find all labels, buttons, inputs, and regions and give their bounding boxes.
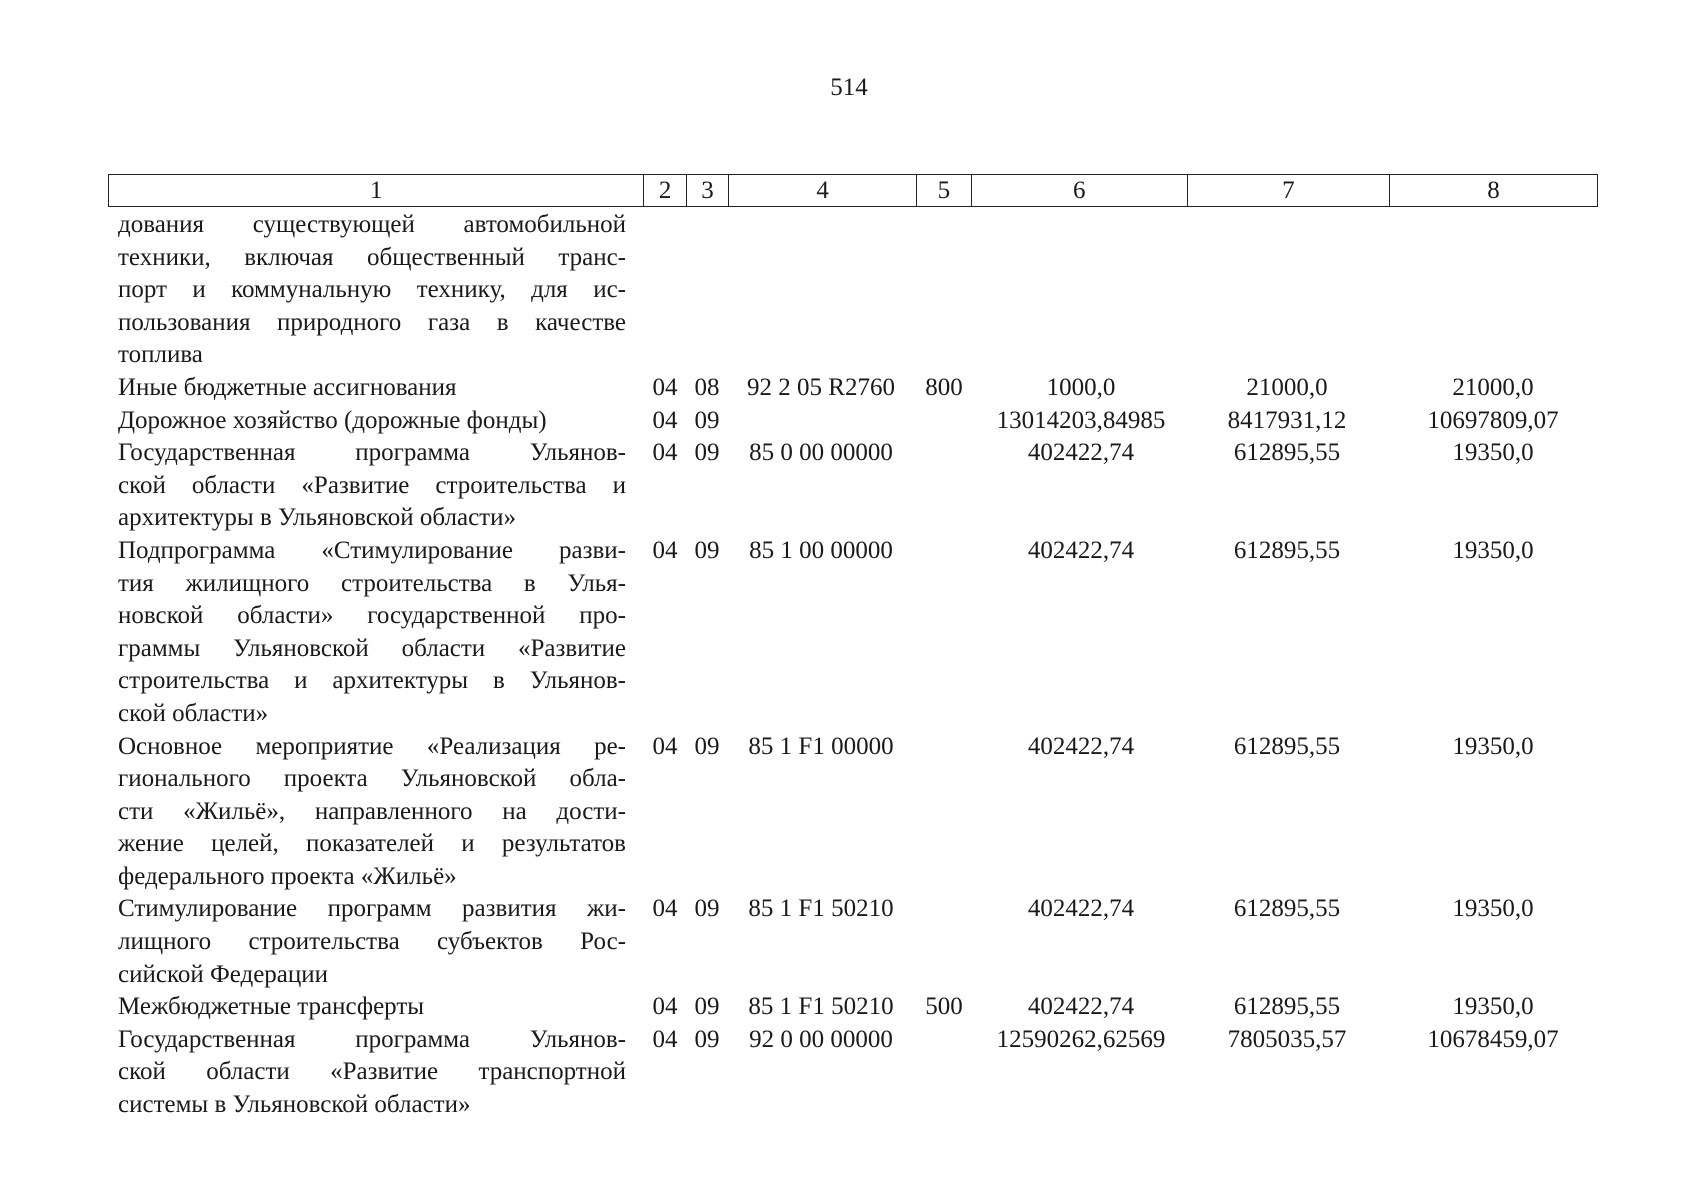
column-header-2: 2 [644, 175, 686, 207]
table-row [0, 1024, 1698, 1122]
row-description-line: порт и коммунальную технику, для ис- [118, 276, 626, 304]
expense-type-code: 500 [925, 993, 963, 1021]
amount-col-7: 612895,55 [1233, 993, 1341, 1021]
column-header-6: 6 [971, 175, 1187, 207]
column-header-4: 4 [729, 175, 917, 207]
row-description-line: граммы Ульяновской области «Развитие [118, 634, 626, 662]
amount-col-8: 19350,0 [1452, 895, 1534, 923]
subsection-code: 09 [694, 732, 720, 760]
subsection-code: 09 [694, 895, 720, 923]
target-article-code: 85 1 F1 00000 [748, 732, 894, 760]
row-description-line: архитектуры в Ульяновской области» [118, 504, 516, 532]
amount-col-8: 19350,0 [1452, 732, 1534, 760]
subsection-code: 09 [694, 536, 720, 564]
expense-type-code: 800 [925, 373, 963, 401]
subsection-code: 09 [694, 406, 720, 434]
amount-col-8: 10697809,07 [1427, 406, 1559, 434]
amount-col-6: 13014203,84985 [996, 406, 1166, 434]
amount-col-8: 21000,0 [1452, 373, 1534, 401]
amount-col-6: 402422,74 [1027, 895, 1135, 923]
amount-col-6: 402422,74 [1027, 993, 1135, 1021]
row-description-line: системы в Ульяновской области» [118, 1091, 471, 1119]
row-description-line: ской области «Развитие строительства и [118, 471, 626, 499]
column-header-row [109, 175, 1598, 207]
target-article-code: 92 0 00 00000 [749, 1025, 893, 1053]
row-description-line: Межбюджетные трансферты [118, 993, 425, 1021]
column-header-table [108, 174, 1598, 207]
table-row [0, 209, 1698, 372]
budget-table-body [0, 209, 1698, 1122]
section-code: 04 [652, 439, 678, 467]
page-number: 514 [830, 74, 868, 101]
row-description-line: строительства и архитектуры в Ульянов- [118, 667, 626, 695]
row-description-line: Основное мероприятие «Реализация ре- [118, 732, 626, 760]
section-code: 04 [652, 732, 678, 760]
row-description [118, 991, 626, 1024]
amount-col-7: 21000,0 [1246, 373, 1328, 401]
row-description-line: ской области» [118, 699, 269, 727]
row-description-line: новской области» государственной про- [118, 602, 626, 630]
row-description-line: Подпрограмма «Стимулирование разви- [118, 536, 626, 564]
subsection-code: 09 [694, 1025, 720, 1053]
section-code: 04 [652, 536, 678, 564]
amount-col-7: 612895,55 [1233, 895, 1341, 923]
column-header-5: 5 [917, 175, 972, 207]
amount-col-6: 402422,74 [1027, 732, 1135, 760]
section-code: 04 [652, 1025, 678, 1053]
subsection-code: 09 [694, 439, 720, 467]
section-code: 04 [652, 406, 678, 434]
column-header-1: 1 [109, 175, 644, 207]
target-article-code: 85 1 00 00000 [749, 536, 893, 564]
amount-col-6: 1000,0 [1046, 373, 1116, 401]
column-header-8: 8 [1389, 175, 1597, 207]
row-description-line: дования существующей автомобильной [118, 211, 626, 238]
amount-col-7: 612895,55 [1233, 439, 1341, 467]
row-description [118, 209, 626, 372]
row-description-line: техники, включая общественный транс- [118, 243, 626, 271]
table-row [0, 893, 1698, 991]
row-description-line: гионального проекта Ульяновской обла- [118, 765, 626, 793]
row-description [118, 1024, 626, 1122]
row-description-line: пользования природного газа в качестве [118, 308, 626, 336]
amount-col-7: 8417931,12 [1227, 406, 1347, 434]
row-description-line: Государственная программа Ульянов- [118, 439, 626, 467]
row-description [118, 731, 626, 894]
table-row [0, 437, 1698, 535]
amount-col-7: 7805035,57 [1227, 1025, 1347, 1053]
column-header-3: 3 [686, 175, 728, 207]
row-description-line: сти «Жильё», направленного на дости- [118, 797, 626, 825]
row-description-line: жение целей, показателей и результатов [118, 830, 626, 858]
row-description [118, 893, 626, 991]
row-description-line: Иные бюджетные ассигнования [118, 373, 457, 401]
table-row [0, 991, 1698, 1024]
amount-col-8: 19350,0 [1452, 993, 1534, 1021]
section-code: 04 [652, 373, 678, 401]
table-row [0, 372, 1698, 405]
amount-col-7: 612895,55 [1233, 536, 1341, 564]
row-description-line: сийской Федерации [118, 960, 329, 988]
row-description-line: Дорожное хозяйство (дорожные фонды) [118, 406, 547, 434]
row-description-line: топлива [118, 341, 203, 369]
row-description [118, 405, 626, 438]
row-description [118, 372, 626, 405]
amount-col-7: 612895,55 [1233, 732, 1341, 760]
amount-col-6: 402422,74 [1027, 536, 1135, 564]
section-code: 04 [652, 895, 678, 923]
subsection-code: 08 [694, 373, 720, 401]
amount-col-6: 12590262,62569 [996, 1025, 1166, 1053]
row-description-line: Стимулирование программ развития жи- [118, 895, 626, 923]
row-description-line: федерального проекта «Жильё» [118, 862, 457, 890]
section-code: 04 [652, 993, 678, 1021]
column-header-7: 7 [1187, 175, 1389, 207]
row-description [118, 535, 626, 731]
target-article-code: 85 1 F1 50210 [748, 895, 894, 923]
target-article-code: 85 1 F1 50210 [748, 993, 894, 1021]
amount-col-6: 402422,74 [1027, 439, 1135, 467]
row-description [118, 437, 626, 535]
amount-col-8: 19350,0 [1452, 536, 1534, 564]
row-description-line: Государственная программа Ульянов- [118, 1025, 626, 1053]
target-article-code: 92 2 05 R2760 [747, 373, 895, 401]
row-description-line: ской области «Развитие транспортной [118, 1058, 626, 1086]
amount-col-8: 10678459,07 [1427, 1025, 1559, 1053]
row-description-line: тия жилищного строительства в Улья- [118, 569, 626, 597]
table-row [0, 405, 1698, 438]
table-row [0, 535, 1698, 731]
table-row [0, 731, 1698, 894]
target-article-code: 85 0 00 00000 [749, 439, 893, 467]
amount-col-8: 19350,0 [1452, 439, 1534, 467]
row-description-line: лищного строительства субъектов Рос- [118, 928, 626, 956]
subsection-code: 09 [694, 993, 720, 1021]
